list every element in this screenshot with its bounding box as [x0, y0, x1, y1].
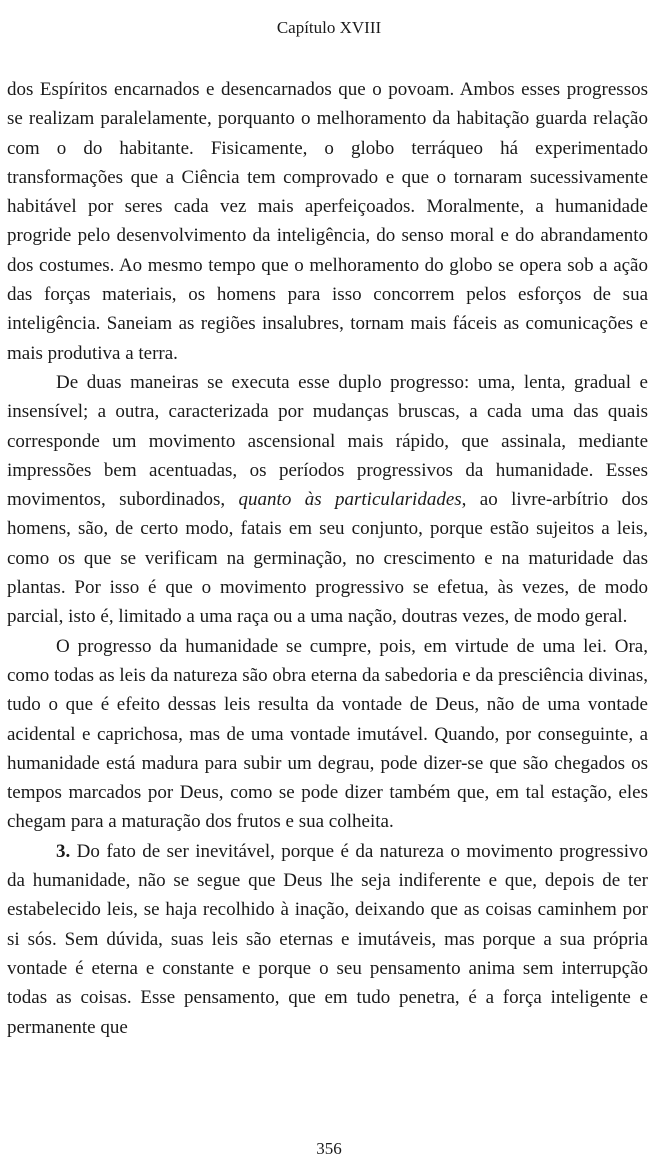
page-number: 356 [316, 1139, 342, 1158]
paragraph-law-of-progress: O progresso da humanidade se cumpre, pois, em virtude de uma lei. Ora, como todas as leis da natureza são obra eterna da sabedoria e da presciência divinas, tudo o que é efeito dessas leis resulta da vontade de Deus, não de uma vontade acidental e caprichosa, mas de uma vontade imutável. Quando, por conseguinte, a humanidade está madura para subir um degrau, pode dizer-se que são chegados os tempos marcados por Deus, como se pode dizer também que, em tal estação, eles chegam para a maturação dos frutos e sua colheita. [7, 635, 648, 833]
paragraph-double-progress [7, 368, 648, 632]
paragraph-text: , ao livre-arbítrio dos homens, são, de certo modo, fatais em seu conjunto, porque estão sujeitos a leis, como os que se verificam na germinação, no crescimento e na maturidade das plantas. Por isso é que o movimento progressivo se efetua, às vezes, de modo parcial, isto é, limitado a uma raça ou a uma nação, doutras vezes, de modo geral. [7, 489, 648, 628]
page-body [7, 75, 648, 1042]
paragraph-text: Do fato de ser inevitável, porque é da natureza o movimento progressivo da humanidade, não se segue que Deus lhe seja indiferente e que, depois de ter estabelecido leis, se haja recolhido à inação, deixando que as coisas caminhem por si sós. Sem dúvida, suas leis são eternas e imutáveis, mas porque a sua própria vontade é eterna e constante e porque o seu pensamento anima sem interrupção todas as coisas. Esse pensamento, que em tudo penetra, é a força inteligente e permanente que [7, 840, 648, 1038]
running-head-chapter: Capítulo XVIII [276, 18, 382, 37]
section-number: 3. [56, 840, 71, 862]
paragraph-text: De duas maneiras se executa esse duplo progresso: uma, lenta, gradual e insensível; a outra, caracterizada por mudanças bruscas, a cada uma das quais corresponde um movimento ascensional mais rápido, que assinala, mediante impressões bem acentuadas, os períodos progressivos da humanidade. Esses movimentos, subordinados, [7, 371, 648, 511]
italic-phrase: quanto às particularidades [238, 489, 462, 511]
paragraph-continuation: dos Espíritos encarnados e desencarnados que o povoam. Ambos esses progressos se realizam paralelamente, porquanto o melhoramento da habitação guarda relação com o do habitante. Fisicamente, o globo terráqueo há experimentado transformações que a Ciência tem comprovado e que o tornaram sucessivamente habitável por seres cada vez mais aperfeiçoados. Moralmente, a humanidade progride pelo desenvolvimento da inteligência, do senso moral e do abrandamento dos costumes. Ao mesmo tempo que o melhoramento do globo se opera sob a ação das forças materiais, os homens para isso concorrem pelos esforços de sua inteligência. Saneiam as regiões insalubres, tornam mais fáceis as comunicações e mais produtiva a terra. [7, 79, 648, 364]
paragraph-section-3 [7, 837, 648, 1042]
